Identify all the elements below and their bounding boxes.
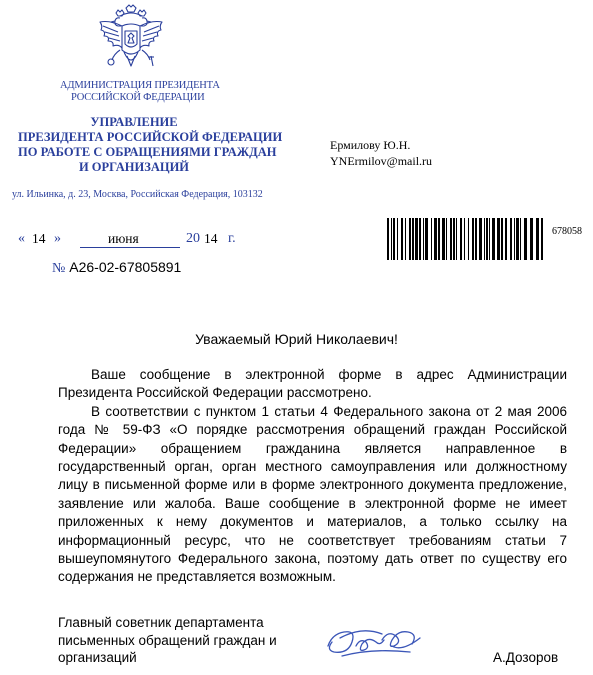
date-year-prefix: 20	[186, 231, 200, 246]
recipient-name: Ермилову Ю.Н.	[330, 138, 411, 152]
barcode-bar	[541, 218, 543, 260]
date-month-underline	[80, 247, 180, 248]
barcode-bar	[505, 218, 507, 260]
department-line-4: И ОРГАНИЗАЦИЙ	[78, 160, 190, 174]
date-line	[18, 231, 248, 251]
number-sign: №	[52, 261, 66, 276]
signatory-title	[58, 614, 277, 667]
barcode-bar	[486, 218, 488, 260]
barcode-bar	[412, 218, 414, 260]
barcode-bar	[460, 218, 462, 260]
handwritten-signature-icon	[322, 616, 430, 668]
signatory-title-line-2: письменных обращений граждан и	[58, 632, 277, 648]
barcode-bar	[530, 218, 533, 260]
date-day: 14	[32, 231, 46, 246]
barcode	[387, 218, 543, 260]
date-month: июня	[108, 231, 139, 246]
signatory-name: А.Дозоров	[493, 650, 559, 665]
department-line-1: УПРАВЛЕНИЕ	[90, 115, 178, 129]
barcode-bar	[431, 218, 432, 260]
barcode-bar	[405, 218, 406, 260]
barcode-bar	[453, 218, 455, 260]
barcode-bar	[468, 218, 469, 260]
barcode-bar	[497, 218, 500, 260]
date-year-suffix: 14	[204, 231, 218, 246]
barcode-bar	[425, 218, 428, 260]
signatory-title-line-3: организаций	[58, 650, 137, 665]
barcode-bar	[442, 218, 445, 260]
body-paragraph-2: В соответствии с пунктом 1 статьи 4 Федерального закона от 2 мая 2006 года № 59-ФЗ «О порядке рассмотрения обращений граждан Российской Федерации» обращением гражданина является направленное в государственный орган, орган местного самоуправления или должностному лицу в письменной форме или в форме электронного документа предложение, заявление или жалоба. Ваше сообщение в электронной форме не имеет приложенных к нему документов и материалов, а только ссылку на информационный ресурс, что не соответствует требованиям статьи 7 вышеупомянутого Федерального закона, поэтому дать ответ по существу его содержания не представляется возможным.	[58, 403, 567, 585]
barcode-bar	[409, 218, 411, 260]
barcode-bar	[401, 218, 403, 260]
barcode-bar	[501, 218, 503, 260]
barcode-bar	[464, 218, 465, 260]
barcode-bar	[415, 218, 418, 260]
barcode-bar	[472, 218, 474, 260]
barcode-bar	[456, 218, 457, 260]
signatory-title-line-1: Главный советник департамента	[58, 615, 264, 630]
barcode-bar	[489, 218, 490, 260]
document-number: А26-02-67805891	[69, 259, 182, 275]
sender-address: ул. Ильинка, д. 23, Москва, Российская Федерация, 103132	[12, 189, 263, 200]
barcode-bar	[438, 218, 440, 260]
department-line-3: ПО РАБОТЕ С ОБРАЩЕНИЯМИ ГРАЖДАН	[18, 145, 277, 159]
greeting: Уважаемый Юрий Николаевич!	[195, 331, 398, 347]
barcode-bar	[397, 218, 398, 260]
barcode-bar	[536, 218, 539, 260]
document-number-line	[52, 259, 181, 277]
department-line-2: ПРЕЗИДЕНТА РОССИЙСКОЙ ФЕДЕРАЦИИ	[18, 130, 283, 144]
administration-name-line-1: АДМИНИСТРАЦИЯ ПРЕЗИДЕНТА	[60, 80, 220, 91]
barcode-number: 678058	[552, 226, 582, 237]
barcode-bar	[434, 218, 437, 260]
barcode-bar	[446, 218, 447, 260]
barcode-bar	[510, 218, 512, 260]
barcode-bar	[492, 218, 495, 260]
barcode-bar	[391, 218, 392, 260]
double-headed-eagle-emblem-icon	[96, 4, 166, 76]
body-paragraph-1: Ваше сообщение в электронной форме в адрес Администрации Президента Российской Федерации рассмотрено.	[58, 367, 567, 401]
date-year-abbr: г.	[228, 231, 236, 246]
date-close-quote: »	[54, 231, 61, 246]
department-block	[18, 115, 283, 175]
date-open-quote: «	[18, 231, 25, 246]
letter-body	[58, 366, 567, 587]
barcode-bar	[450, 218, 452, 260]
barcode-bar	[524, 218, 527, 260]
barcode-bar	[484, 218, 485, 260]
barcode-bar	[423, 218, 424, 260]
barcode-bar	[387, 218, 389, 260]
barcode-bar	[419, 218, 421, 260]
barcode-bar	[516, 218, 519, 260]
barcode-bar	[479, 218, 482, 260]
administration-name-line-2: РОССИЙСКОЙ ФЕДЕРАЦИИ	[71, 92, 205, 103]
barcode-bar	[393, 218, 395, 260]
barcode-bar	[475, 218, 477, 260]
barcode-bar	[514, 218, 515, 260]
barcode-bar	[520, 218, 521, 260]
recipient-email: YNErmilov@mail.ru	[330, 154, 433, 168]
